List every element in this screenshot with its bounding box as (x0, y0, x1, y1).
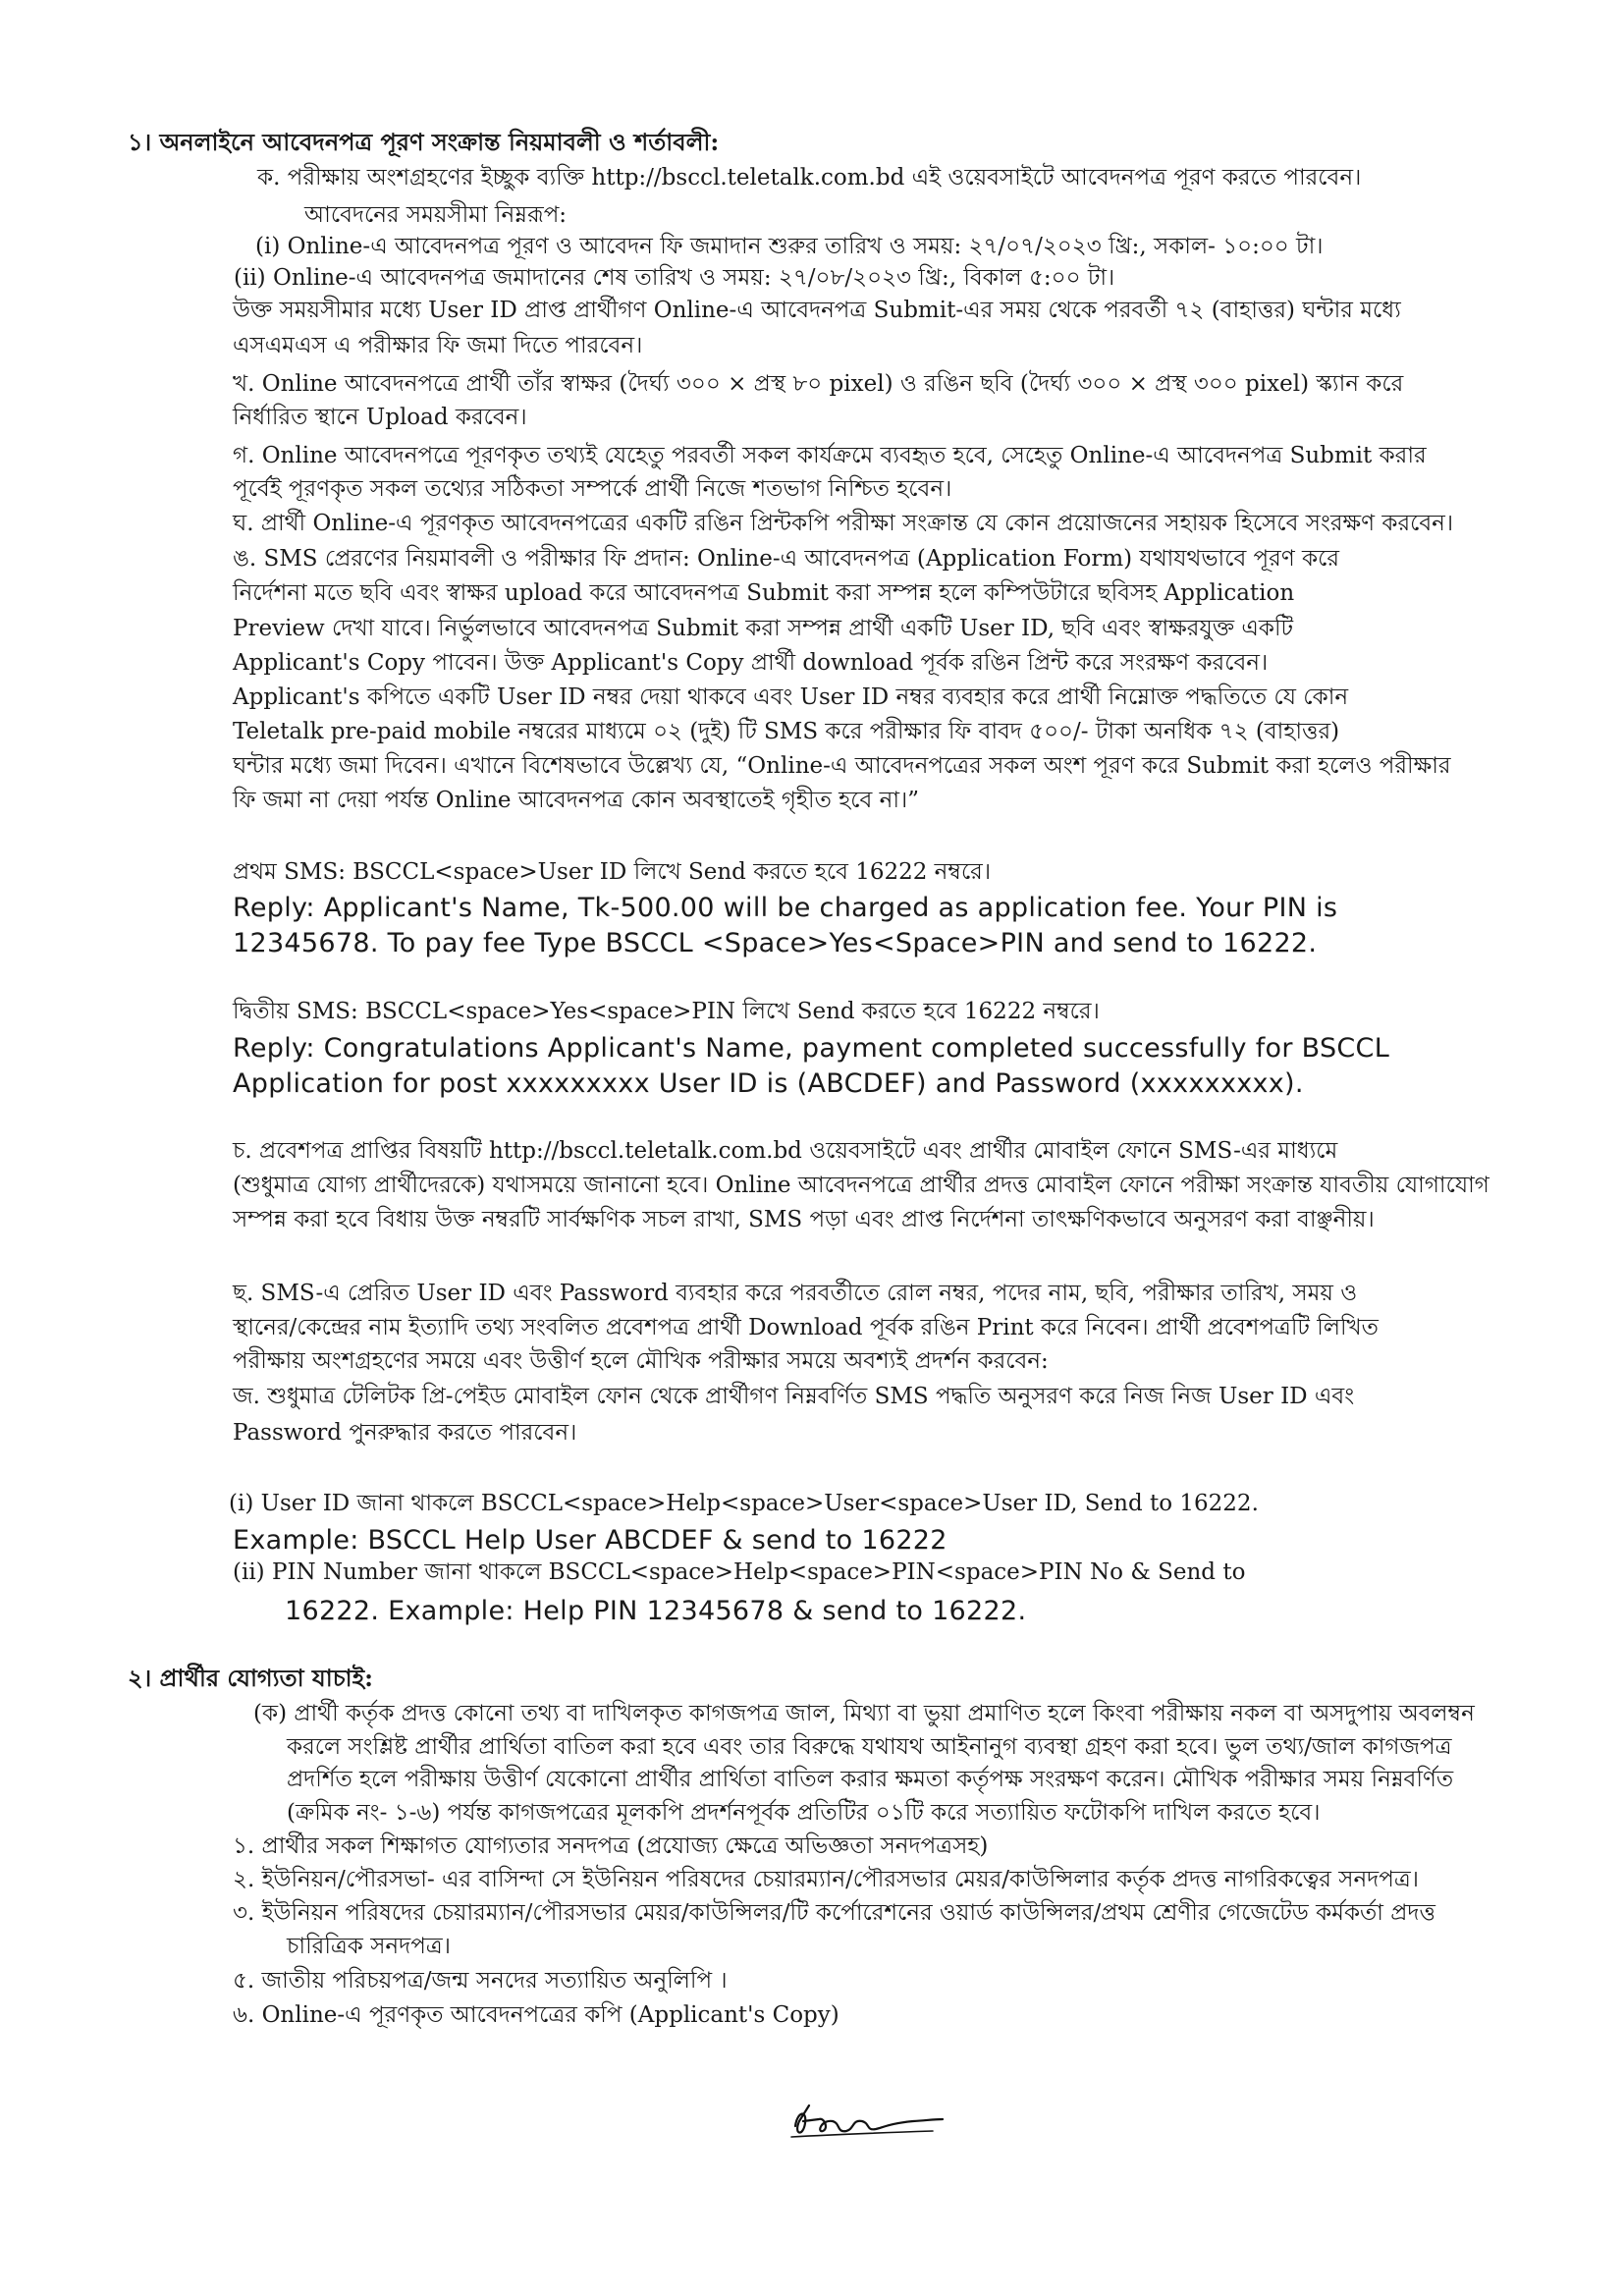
rule-ga-line2: পূর্বেই পূরণকৃত সকল তথ্যের সঠিকতা সম্পর্কে প্রার্থী নিজে শতভাগ নিশ্চিত হবেন। (233, 476, 952, 502)
rule-ka-line1: ক. পরীক্ষায় অংশগ্রহণের ইচ্ছুক ব্যক্তি http://bsccl.teletalk.com.bd এই ওয়েবসাইটে আবেদনপত্র পূরণ করতে পারবেন। (257, 165, 1362, 191)
second-sms-reply-line1: Reply: Congratulations Applicant's Name, payment completed successfully for BSCCL (233, 1033, 1390, 1064)
eligibility-ka-line4: (ক্রমিক নং- ১-৬) পর্যন্ত কাগজপত্রের মূলকপি প্রদর্শনপূর্বক প্রতিটির ০১টি করে সত্যায়িত ফটোকপি দাখিল করতে হবে। (287, 1800, 1321, 1826)
rule-ka-note-line2: এসএমএস এ পরীক্ষার ফি জমা দিতে পারবেন। (233, 333, 643, 358)
second-sms-instruction: দ্বিতীয় SMS: BSCCL<space>Yes<space>PIN লিখে Send করতে হবে 16222 নম্বরে। (233, 999, 1100, 1024)
document-item-2: ২. ইউনিয়ন/পৌরসভা- এর বাসিন্দা সে ইউনিয়ন পরিষদের চেয়ারম্যান/পৌরসভার মেয়র/কাউন্সিলার কর্তৃক প্রদত্ত নাগরিকত্বের সনদপত্র। (233, 1867, 1419, 1892)
rule-ka-note-line1: উক্ত সময়সীমার মধ্যে User ID প্রাপ্ত প্রার্থীগণ Online-এ আবেদনপত্র Submit-এর সময় থেকে পরবর্তী ৭২ (বাহাত্তর) ঘন্টার মধ্যে (233, 298, 1401, 323)
rule-uma-line8: ফি জমা না দেয়া পর্যন্ত Online আবেদনপত্র কোন অবস্থাতেই গৃহীত হবে না।” (233, 788, 919, 813)
rule-chha-line3: পরীক্ষায় অংশগ্রহণের সময়ে এবং উত্তীর্ণ হলে মৌখিক পরীক্ষার সময়ে অবশ্যই প্রদর্শন করবেন: (233, 1348, 1049, 1374)
document-item-1: ১. প্রার্থীর সকল শিক্ষাগত যোগ্যতার সনদপত্র (প্রযোজ্য ক্ষেত্রে অভিজ্ঞতা সনদপত্রসহ) (233, 1833, 989, 1859)
rule-ja-line2: Password পুনরুদ্ধার করতে পারবেন। (233, 1420, 577, 1446)
second-sms-reply-line2: Application for post xxxxxxxxx User ID is (ABCDEF) and Password (xxxxxxxxx). (233, 1068, 1304, 1099)
rule-cha-line1: চ. প্রবেশপত্র প্রাপ্তির বিষয়টি http://bsccl.teletalk.com.bd ওয়েবসাইটে এবং প্রার্থীর মোবাইল ফোনে SMS-এর মাধ্যমে (233, 1138, 1338, 1164)
help-user-example: Example: BSCCL Help User ABCDEF & send to 16222 (233, 1525, 947, 1556)
rule-uma-line3: Preview দেখা যাবে। নির্ভুলভাবে আবেদনপত্র Submit করা সম্পন্ন প্রার্থী একটি User ID, ছবি এবং স্বাক্ষরযুক্ত একটি (233, 616, 1294, 641)
section-1-heading: ১। অনলাইনে আবেদনপত্র পূরণ সংক্রান্ত নিয়মাবলী ও শর্তাবলী: (128, 128, 720, 156)
rule-uma-line2: নির্দেশনা মতে ছবি এবং স্বাক্ষর upload করে আবেদনপত্র Submit করা সম্পন্ন হলে কম্পিউটারে ছবিসহ Application (233, 580, 1295, 606)
rule-cha-line2: (শুধুমাত্র যোগ্য প্রার্থীদেরকে) যথাসময়ে জানানো হবে। Online আবেদনপত্রে প্রার্থীর প্রদত্ত মোবাইল ফোনে পরীক্ষা সংক্রান্ত যাবতীয় যোগাযোগ (233, 1173, 1489, 1198)
rule-ja-line1: জ. শুধুমাত্র টেলিটক প্রি-পেইড মোবাইল ফোন থেকে প্রার্থীগণ নিম্নবর্ণিত SMS পদ্ধতি অনুসরণ করে নিজ নিজ User ID এবং (233, 1384, 1355, 1409)
rule-uma-line5: Applicant's কপিতে একটি User ID নম্বর দেয়া থাকবে এবং User ID নম্বর ব্যবহার করে প্রার্থী নিম্নোক্ত পদ্ধতিতে যে কোন (233, 684, 1349, 710)
rule-ka-line2: আবেদনের সময়সীমা নিম্নরূপ: (304, 202, 568, 228)
rule-uma-line1: ঙ. SMS প্রেরণের নিয়মাবলী ও পরীক্ষার ফি প্রদান: Online-এ আবেদনপত্র (Application Form) যথাযথভাবে পূরণ করে (233, 546, 1340, 572)
eligibility-ka-line2: করলে সংশ্লিষ্ট প্রার্থীর প্রার্থিতা বাতিল করা হবে এবং তার বিরুদ্ধে যথাযথ আইনানুগ ব্যবস্থা গ্রহণ করা হবে। ভুল তথ্য/জাল কাগজপত্র (287, 1734, 1452, 1760)
rule-uma-line7: ঘন্টার মধ্যে জমা দিবেন। এখানে বিশেষভাবে উল্লেখ্য যে, “Online-এ আবেদনপত্রের সকল অংশ পূরণ করে Submit করা হলেও পরীক্ষার (233, 753, 1451, 779)
rule-kha-line2: নির্ধারিত স্থানে Upload করবেন। (233, 405, 527, 430)
first-sms-reply-line1: Reply: Applicant's Name, Tk-500.00 will be charged as application fee. Your PIN is (233, 893, 1338, 923)
rule-uma-line6: Teletalk pre-paid mobile নম্বরের মাধ্যমে ০২ (দুই) টি SMS করে পরীক্ষার ফি বাবদ ৫০০/- টাকা অনধিক ৭২ (বাহাত্তর) (233, 719, 1340, 744)
rule-cha-line3: সম্পন্ন করা হবে বিধায় উক্ত নম্বরটি সার্বক্ষণিক সচল রাখা, SMS পড়া এবং প্রাপ্ত নির্দেশনা তাৎক্ষণিকভাবে অনুসরণ করা বাঞ্ছনীয়। (233, 1207, 1375, 1232)
help-user-id: (i) User ID জানা থাকলে BSCCL<space>Help<space>User<space>User ID, Send to 16222. (229, 1491, 1259, 1516)
rule-ka-start-date: (i) Online-এ আবেদনপত্র পূরণ ও আবেদন ফি জমাদান শুরুর তারিখ ও সময়: ২৭/০৭/২০২৩ খ্রি:, সকাল- ১০:০০ টা। (255, 234, 1324, 259)
document-item-6: ৬. Online-এ পূরণকৃত আবেদনপত্রের কপি (Applicant's Copy) (233, 2002, 839, 2028)
help-pin-line1: (ii) PIN Number জানা থাকলে BSCCL<space>Help<space>PIN<space>PIN No & Send to (233, 1559, 1246, 1585)
signature-mark (785, 2092, 952, 2151)
section-2-heading: ২। প্রার্থীর যোগ্যতা যাচাই: (128, 1664, 373, 1692)
eligibility-ka-line1: (ক) প্রার্থী কর্তৃক প্রদত্ত কোনো তথ্য বা দাখিলকৃত কাগজপত্র জাল, মিথ্যা বা ভুয়া প্রমাণিত হলে কিংবা পরীক্ষায় নকল বা অসদুপায় অবলম্বন (253, 1701, 1475, 1726)
document-item-3-line1: ৩. ইউনিয়ন পরিষদের চেয়ারম্যান/পৌরসভার মেয়র/কাউন্সিলর/টি কর্পোরেশনের ওয়ার্ড কাউন্সিলর/প্রথম শ্রেণীর গেজেটেড কর্মকর্তা প্রদত্ত (233, 1900, 1435, 1926)
rule-ka-end-date: (ii) Online-এ আবেদনপত্র জমাদানের শেষ তারিখ ও সময়: ২৭/০৮/২০২৩ খ্রি:, বিকাল ৫:০০ টা। (234, 265, 1115, 291)
rule-chha-line1: ছ. SMS-এ প্রেরিত User ID এবং Password ব্যবহার করে পরবর্তীতে রোল নম্বর, পদের নাম, ছবি, পরীক্ষার তারিখ, সময় ও (233, 1281, 1358, 1306)
first-sms-instruction: প্রথম SMS: BSCCL<space>User ID লিখে Send করতে হবে 16222 নম্বরে। (233, 859, 992, 885)
rule-chha-line2: স্থানের/কেন্দ্রের নাম ইত্যাদি তথ্য সংবলিত প্রবেশপত্র প্রার্থী Download পূর্বক রঙিন Print করে নিবেন। প্রার্থী প্রবেশপত্রটি লিখিত (233, 1315, 1379, 1340)
eligibility-ka-line3: প্রদর্শিত হলে পরীক্ষায় উত্তীর্ণ যেকোনো প্রার্থীর প্রার্থিতা বাতিল করার ক্ষমতা কর্তৃপক্ষ সংরক্ষণ করেন। মৌখিক পরীক্ষার সময় নিম্নবর্ণিত (287, 1767, 1454, 1792)
rule-ga-line1: গ. Online আবেদনপত্রে পূরণকৃত তথ্যই যেহেতু পরবর্তী সকল কার্যক্রমে ব্যবহৃত হবে, সেহেতু Online-এ আবেদনপত্র Submit করার (233, 443, 1427, 468)
rule-uma-line4: Applicant's Copy পাবেন। উক্ত Applicant's Copy প্রার্থী download পূর্বক রঙিন প্রিন্ট করে সংরক্ষণ করবেন। (233, 650, 1269, 676)
rule-kha-line1: খ. Online আবেদনপত্রে প্রার্থী তাঁর স্বাক্ষর (দৈর্ঘ্য ৩০০ × প্রস্থ ৮০ pixel) ও রঙিন ছবি (দৈর্ঘ্য ৩০০ × প্রস্থ ৩০০ pixel) স্ক্যান করে (233, 371, 1404, 397)
first-sms-reply-line2: 12345678. To pay fee Type BSCCL <Space>Yes<Space>PIN and send to 16222. (233, 928, 1318, 958)
document-item-3-line2: চারিত্রিক সনদপত্র। (287, 1934, 451, 1959)
document-item-5: ৫. জাতীয় পরিচয়পত্র/জন্ম সনদের সত্যায়িত অনুলিপি । (233, 1968, 728, 1994)
rule-gha: ঘ. প্রার্থী Online-এ পূরণকৃত আবেদনপত্রের একটি রঙিন প্রিন্টকপি পরীক্ষা সংক্রান্ত যে কোন প্রয়োজনের সহায়ক হিসেবে সংরক্ষণ করবেন। (233, 511, 1454, 536)
help-pin-line2: 16222. Example: Help PIN 12345678 & send to 16222. (285, 1596, 1027, 1626)
